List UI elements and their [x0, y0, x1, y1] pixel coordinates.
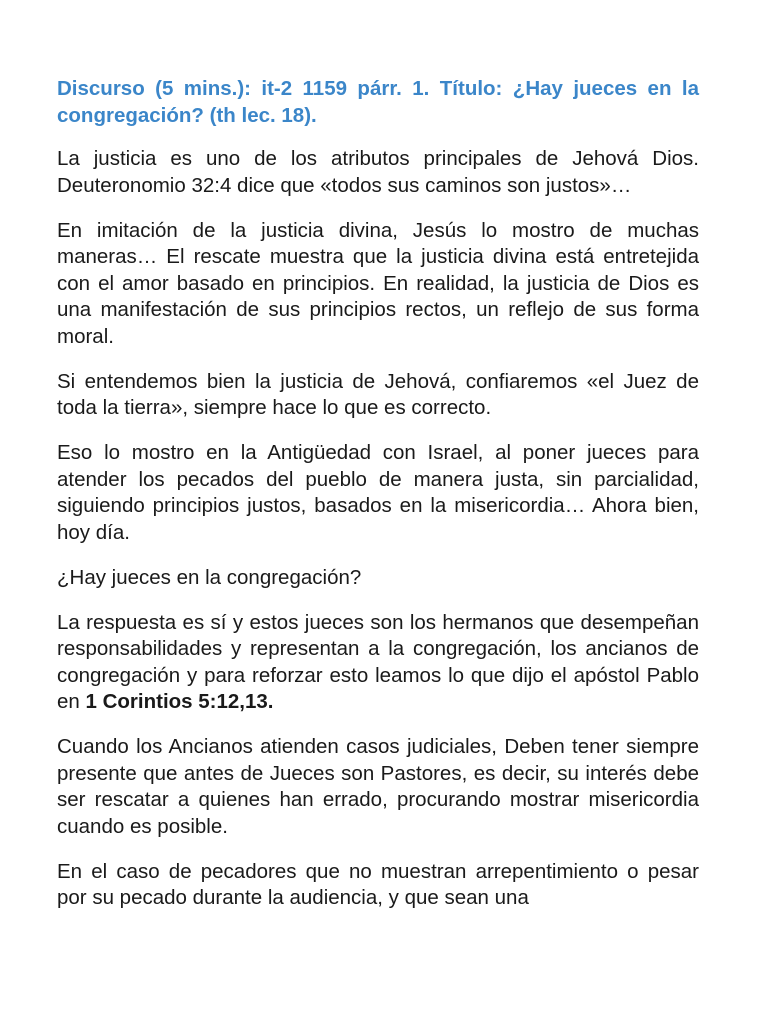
paragraph-4: Eso lo mostro en la Antigüedad con Israel, al poner jueces para atender los pecados del pueblo de manera justa, sin parcialidad, siguiendo principios justos, basados en la misericordia… Ahora bien, hoy día. [57, 441, 699, 544]
paragraph-8: En el caso de pecadores que no muestran arrepentimiento o pesar por su pecado durante la audiencia, y que sean una [57, 859, 699, 909]
paragraph-5: ¿Hay jueces en la congregación? [57, 565, 362, 589]
document-page [57, 76, 699, 930]
paragraph-2: En imitación de la justicia divina, Jesús lo mostro de muchas maneras… El rescate muestra que la justicia divina está entretejida con el amor basado en principios. En realidad, la justicia de Dios es una manifestación de sus principios rectos, un reflejo de sus forma moral. [57, 218, 699, 348]
bible-reference: 1 Corintios 5:12,13. [85, 690, 274, 713]
paragraph-7: Cuando los Ancianos atienden casos judiciales, Deben tener siempre presente que antes de Jueces son Pastores, es decir, su interés debe ser rescatar a quienes han errado, procurando mostrar misericordia cuando es posible. [57, 735, 699, 838]
paragraph-6-text: La respuesta es sí y estos jueces son los hermanos que desempeñan responsabilidades y representan a la congregación, los ancianos de congregación y para reforzar esto leamos lo que dijo el apóstol Pablo en [57, 610, 699, 713]
document-heading: Discurso (5 mins.): it-2 1159 párr. 1. Título: ¿Hay jueces en la congregación? (th lec. 18). [57, 77, 699, 127]
paragraph-3: Si entendemos bien la justicia de Jehová, confiaremos «el Juez de toda la tierra», siempre hace lo que es correcto. [57, 369, 699, 419]
paragraph-6 [57, 610, 699, 716]
paragraph-1: La justicia es uno de los atributos principales de Jehová Dios. Deuteronomio 32:4 dice que «todos sus caminos son justos»… [57, 147, 699, 197]
